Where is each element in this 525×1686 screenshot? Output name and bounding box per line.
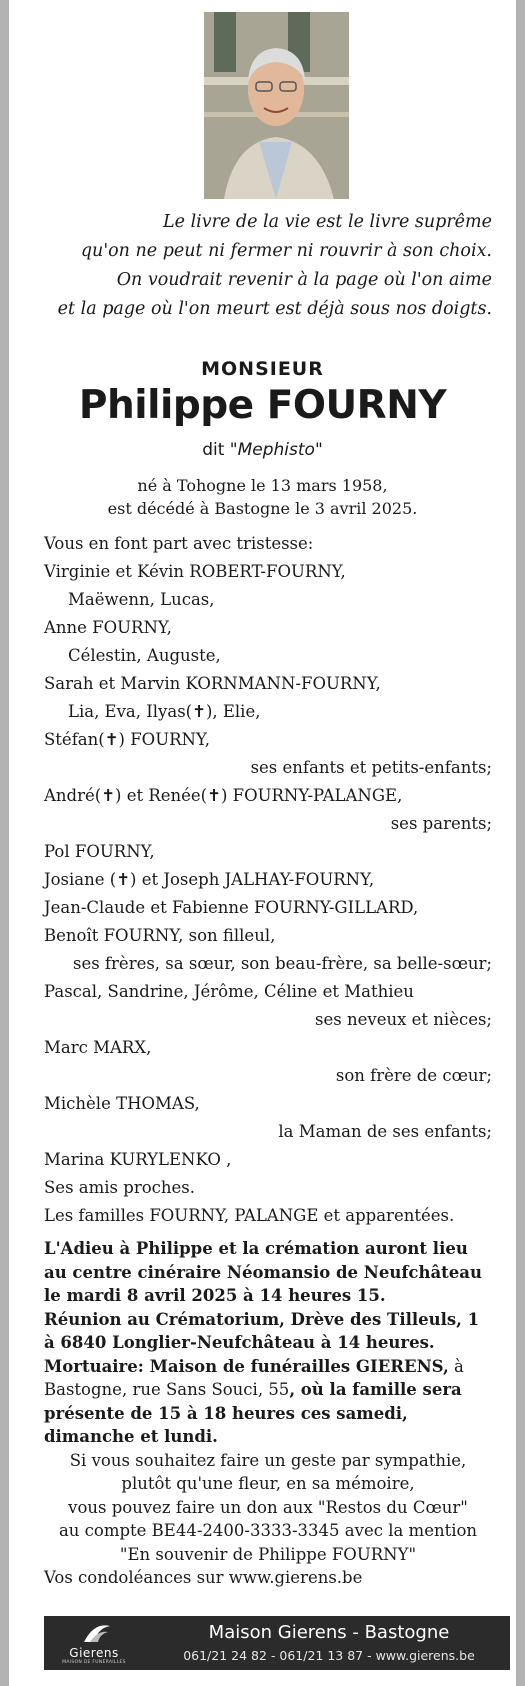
death-line: est décédé à Bastogne le 3 avril 2025. — [107, 499, 418, 518]
funeral-home-banner — [44, 1616, 510, 1670]
family-intro: Vous en font part avec tristesse: — [44, 534, 314, 553]
nickname — [9, 440, 516, 460]
deceased-name: Philippe FOURNY — [78, 383, 447, 428]
birth-line: né à Tohogne le 13 mars 1958, — [137, 476, 388, 495]
family-line: Marc MARX, — [44, 1038, 152, 1057]
mortuaire-address: à Bastogne, rue Sans Souci, 55 — [44, 1356, 464, 1399]
condolences-link[interactable]: Vos condoléances sur www.gierens.be — [44, 1568, 363, 1587]
family-line: Anne FOURNY, — [44, 618, 172, 637]
family-line: Pol FOURNY, — [44, 842, 155, 861]
family-line: Josiane (✝) et Joseph JALHAY-FOURNY, — [44, 870, 375, 889]
family-line: Jean-Claude et Fabienne FOURNY-GILLARD, — [44, 898, 419, 917]
logo-name: Gierens — [69, 1646, 119, 1660]
donation-line: Si vous souhaitez faire un geste par sympathie, — [69, 1450, 467, 1470]
nickname-prefix: dit " — [202, 440, 238, 460]
logo-subtitle: MAISON DE FUNÉRAILLES — [62, 1660, 126, 1665]
family-line: Ses amis proches. — [44, 1178, 195, 1197]
mortuaire-text — [44, 1355, 492, 1449]
poem-line: qu'on ne peut ni fermer ni rouvrir à son choix. — [80, 241, 492, 261]
family-relation: la Maman de ses enfants; — [278, 1122, 492, 1141]
mortuaire-bold: Mortuaire: Maison de funérailles GIERENS, — [44, 1356, 449, 1376]
family-line: Sarah et Marvin KORNMANN-FOURNY, — [44, 674, 381, 693]
family-line: Maëwenn, Lucas, — [68, 590, 215, 609]
family-relation: son frère de cœur; — [335, 1066, 492, 1085]
poem — [52, 208, 492, 324]
family-list — [44, 530, 492, 1230]
family-line: Lia, Eva, Ilyas(✝), Elie, — [68, 702, 261, 721]
donation-line: vous pouvez faire un don aux "Restos du Cœur" — [68, 1497, 468, 1517]
donation-line: au compte BE44-2400-3333-3345 avec la mention — [58, 1521, 478, 1540]
birth-death-info — [9, 474, 516, 520]
nickname-suffix: " — [314, 440, 323, 460]
reunion-text — [44, 1308, 492, 1355]
honorific: MONSIEUR — [201, 358, 324, 380]
reunion-bold: Réunion au Crématorium, Drève des Tilleuls, 1 à 6840 Longlier-Neufchâteau à 14 heures. — [44, 1309, 480, 1352]
family-line: André(✝) et Renée(✝) FOURNY-PALANGE, — [44, 786, 403, 805]
adieu-bold: L'Adieu à Philippe et la crémation auront lieu au centre cinéraire Néomansio de Neufchâteau le mardi 8 avril 2025 à 14 heures 15. — [44, 1239, 482, 1305]
family-line: Michèle THOMAS, — [44, 1094, 200, 1113]
family-relation: ses neveux et nièces; — [315, 1010, 492, 1029]
donation-line: "En souvenir de Philippe FOURNY" — [119, 1544, 417, 1564]
poem-line: On voudrait revenir à la page où l'on aime — [116, 270, 492, 290]
banner-contacts: 061/21 24 82 - 061/21 13 87 - www.gierens.be — [183, 1648, 475, 1663]
family-relation: ses frères, sa sœur, son beau-frère, sa belle-sœur; — [72, 954, 492, 973]
donation-line: plutôt qu'une fleur, en sa mémoire, — [121, 1474, 415, 1493]
logo-mark-icon — [54, 1620, 134, 1646]
adieu-text — [44, 1237, 492, 1308]
mortuaire-hours: , où la famille sera présente de 15 à 18 heures ces samedi, dimanche et lundi. — [44, 1380, 462, 1446]
portrait-photo — [204, 12, 349, 199]
family-line: Pascal, Sandrine, Jérôme, Céline et Mathieu — [44, 982, 414, 1001]
family-relation: ses parents; — [390, 814, 492, 833]
poem-line: Le livre de la vie est le livre suprême — [163, 212, 492, 232]
banner-title: Maison Gierens - Bastogne — [208, 1622, 450, 1643]
family-line: Célestin, Auguste, — [68, 646, 221, 665]
ceremony-info — [44, 1237, 492, 1590]
family-relation: ses enfants et petits-enfants; — [250, 758, 492, 777]
gierens-logo — [54, 1620, 134, 1666]
family-line: Les familles FOURNY, PALANGE et apparentées. — [44, 1206, 455, 1225]
family-line: Benoît FOURNY, son filleul, — [44, 926, 276, 945]
family-line: Marina KURYLENKO , — [44, 1150, 232, 1169]
family-line: Stéfan(✝) FOURNY, — [44, 730, 210, 749]
nickname-value: Mephisto — [237, 440, 315, 460]
poem-line: et la page où l'on meurt est déjà sous nos doigts. — [57, 299, 492, 319]
family-line: Virginie et Kévin ROBERT-FOURNY, — [44, 562, 346, 581]
